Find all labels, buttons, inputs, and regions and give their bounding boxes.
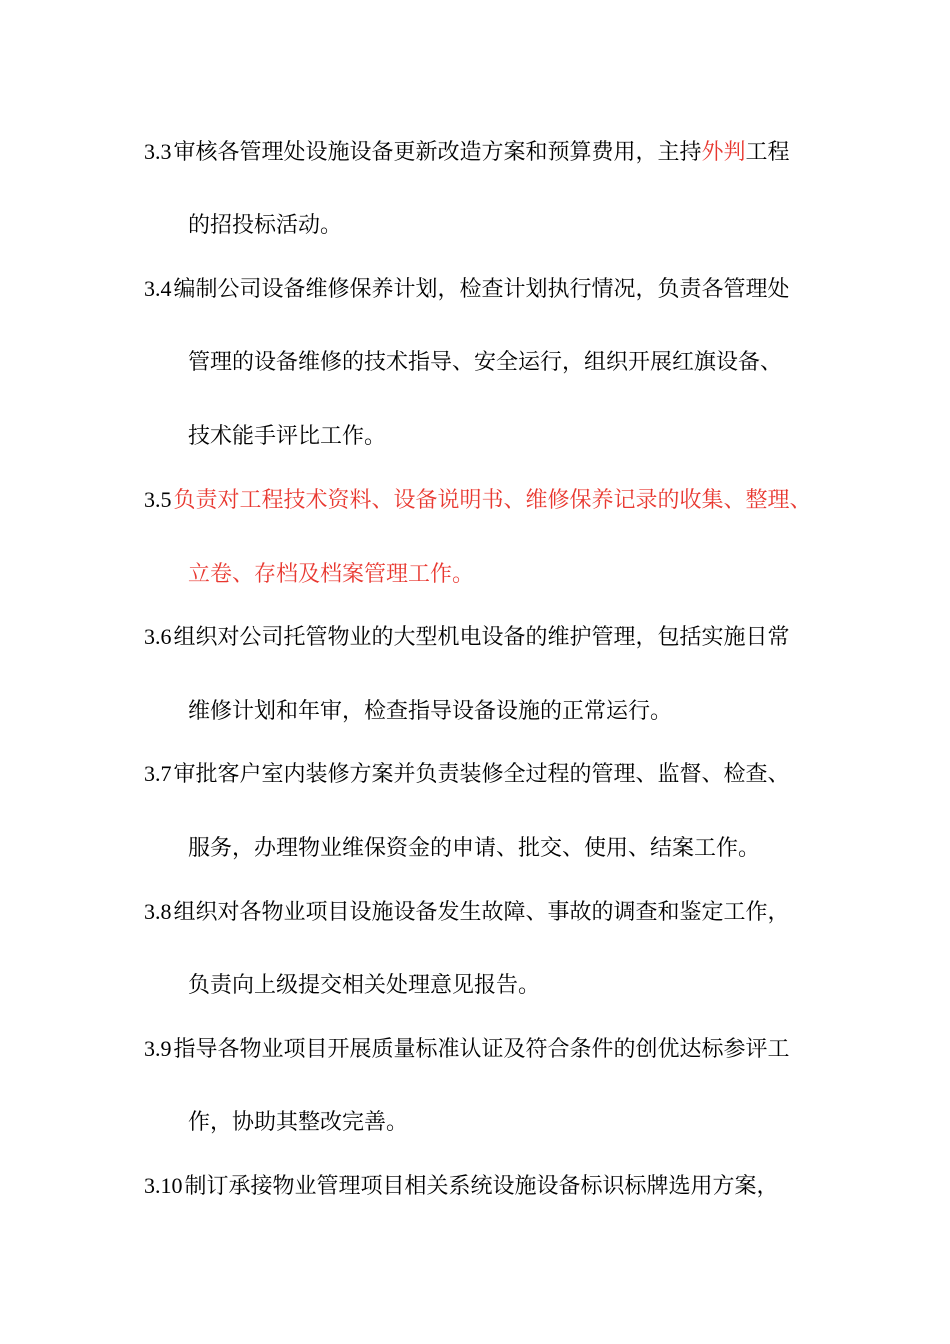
item-number: 3.10: [144, 1173, 183, 1198]
item-text: 组织对公司托管物业的大型机电设备的维护管理，包括实施日常: [173, 625, 790, 650]
item-3-8-line-1: [144, 897, 790, 928]
item-number: 3.6: [144, 624, 172, 649]
item-text: 组织对各物业项目设施设备发生故障、事故的调查和鉴定工作，: [173, 900, 790, 925]
item-3-3-line-2: 的招投标活动。: [188, 213, 343, 238]
item-3-5-line-1: [144, 485, 812, 516]
item-text: 编制公司设备维修保养计划，检查计划执行情况，负责各管理处: [173, 277, 790, 302]
item-3-6-line-2: 维修计划和年审，检查指导设备设施的正常运行。: [188, 699, 673, 724]
item-3-4-line-3: 技术能手评比工作。: [188, 424, 387, 449]
item-text: 工程: [745, 140, 790, 165]
item-text: 审核各管理处设施设备更新改造方案和预算费用，主持: [173, 140, 702, 165]
item-3-7-line-1: [144, 759, 790, 790]
item-text: 指导各物业项目开展质量标准认证及符合条件的创优达标参评工: [173, 1037, 790, 1062]
item-text: 审批客户室内装修方案并负责装修全过程的管理、监督、检查、: [173, 762, 790, 787]
highlighted-text: 负责对工程技术资料、设备说明书、维修保养记录的收集、整理、: [173, 488, 812, 513]
item-number: 3.7: [144, 761, 172, 786]
item-number: 3.3: [144, 139, 172, 164]
item-number: 3.8: [144, 899, 172, 924]
item-3-7-line-2: 服务，办理物业维保资金的申请、批交、使用、结案工作。: [188, 836, 761, 861]
item-number: 3.5: [144, 487, 172, 512]
item-3-3-line-1: [144, 137, 790, 168]
item-3-5-line-2: 立卷、存档及档案管理工作。: [188, 562, 475, 587]
highlighted-text: 外判: [701, 140, 746, 165]
item-3-9-line-2: 作，协助其整改完善。: [188, 1110, 409, 1135]
item-3-10-line-1: [144, 1171, 779, 1202]
item-number: 3.4: [144, 276, 172, 301]
item-3-6-line-1: [144, 622, 790, 653]
item-3-4-line-2: 管理的设备维修的技术指导、安全运行，组织开展红旗设备、: [188, 350, 783, 375]
item-3-4-line-1: [144, 274, 790, 305]
item-3-9-line-1: [144, 1034, 790, 1065]
item-number: 3.9: [144, 1036, 172, 1061]
item-text: 制订承接物业管理项目相关系统设施设备标识标牌选用方案，: [184, 1174, 779, 1199]
item-3-8-line-2: 负责向上级提交相关处理意见报告。: [188, 973, 541, 998]
